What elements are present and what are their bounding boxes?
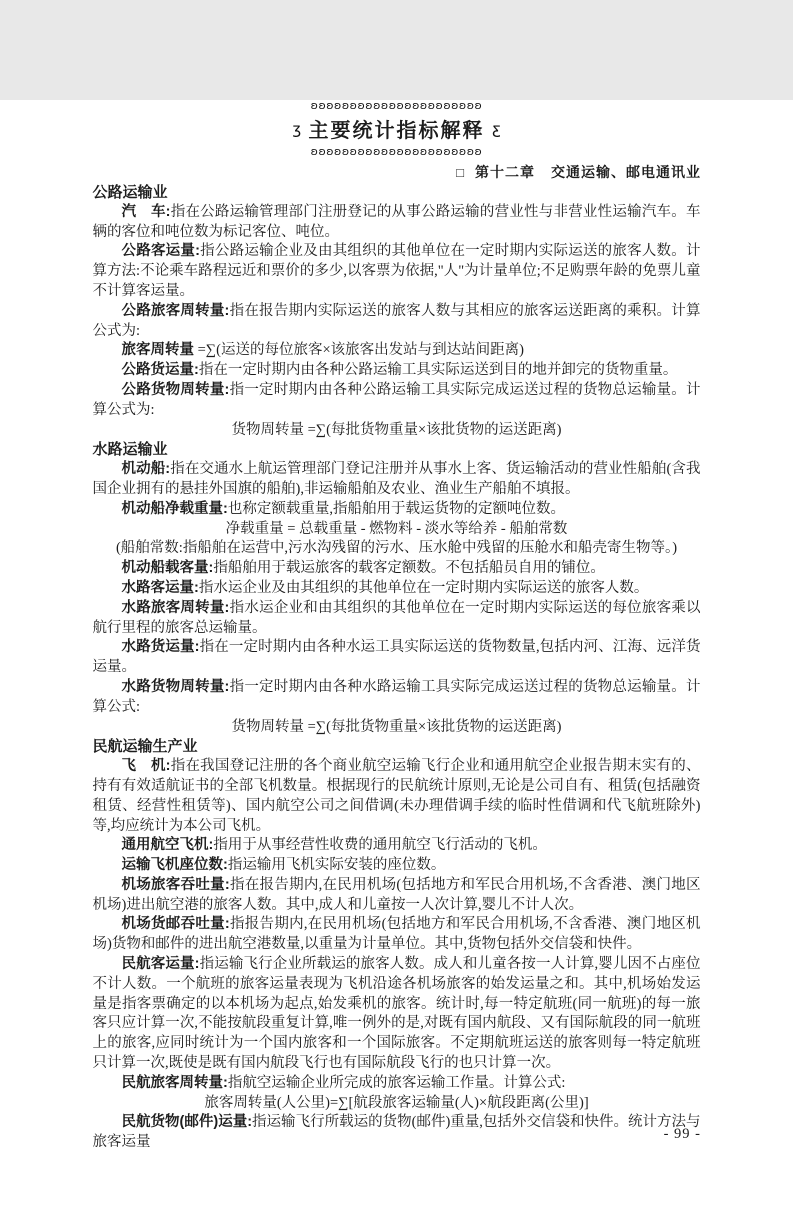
indicator-term: 水路旅客周转量: (121, 599, 230, 616)
formula-line: 货物周转量 =∑(每批货物重量×该批货物的运送距离) (231, 421, 562, 438)
ornament-border-right: ʒ (491, 119, 501, 138)
indicator-term: 民航旅客周转量: (121, 1074, 228, 1091)
indicator-term: 机场货邮吞吐量: (121, 916, 230, 933)
section-heading: 民航运输生产业 (92, 738, 198, 756)
indicator-term: 飞 机: (121, 758, 171, 775)
indicator-entry: 公路货物周转量:指一定时期内由各种公路运输工具实际完成运送过程的货物总运输量。计算公式为: (92, 381, 701, 418)
formula-line: 货物周转量 =∑(每批货物重量×该批货物的运送距离) (231, 718, 562, 735)
chapter-number: 第十二章 (475, 164, 535, 180)
formula-line: 旅客周转量 =∑(运送的每位旅客×该旅客出发站与到达站间距离) (121, 342, 524, 359)
indicator-entry: 民航旅客周转量:指航空运输企业所完成的旅客运输工作量。计算公式: (121, 1074, 566, 1091)
indicator-entry: 公路旅客周转量:指在报告期内实际运送的旅客人数与其相应的旅客运送距离的乘积。计算公式为: (92, 302, 701, 339)
indicator-term: 水路客运量: (121, 579, 199, 596)
document-content (93, 183, 701, 1153)
indicator-entry: 机动船:指在交通水上航运管理部门登记注册并从事水上客、货运输活动的营业性船舶(含我国企业拥有的悬挂外国旗的船舶),非运输船舶及农业、渔业生产船舶不填报。 (92, 461, 701, 497)
indicator-entry: 运输飞机座位数:指运输用飞机实际安装的座位数。 (121, 857, 446, 874)
page-header (456, 162, 701, 182)
indicator-term: 水路货物周转量: (121, 678, 230, 695)
indicator-entry: 机场旅客吞吐量:指在报告期内,在民用机场(包括地方和军民合用机场,不含香港、澳门地区机场)进出航空港的旅客人数。其中,成人和儿童按一人次计算,婴儿不计人次。 (92, 876, 701, 913)
page-number: - 99 - (663, 1126, 701, 1142)
indicator-term: 运输飞机座位数: (121, 857, 228, 874)
formula-line: 净载重量 = 总载重量 - 燃物料 - 淡水等给养 - 船舶常数 (225, 520, 568, 537)
indicator-term: 民航货物(邮件)运量: (121, 1114, 253, 1131)
indicator-term: 民航客运量: (121, 956, 200, 973)
indicator-entry: 水路货物周转量:指一定时期内由各种水路运输工具实际完成运送过程的货物总运输量。计算公式: (92, 678, 701, 715)
indicator-term: 机场旅客吞吐量: (121, 876, 230, 893)
indicator-term: 汽 车: (121, 203, 171, 220)
chapter-title: 交通运输、邮电通讯业 (551, 164, 701, 180)
title-box (291, 100, 503, 157)
document-page (0, 100, 793, 1222)
indicator-entry: 水路客运量:指水运企业及由其组织的其他单位在一定时期内实际运送的旅客人数。 (121, 579, 649, 596)
ornament-border-left: ʒ (292, 119, 302, 138)
indicator-entry: 水路旅客周转量:指水运企业和由其组织的其他单位在一定时期内实际运送的每位旅客乘以航行里程的旅客总运输量。 (92, 599, 701, 636)
indicator-term: 机动船: (121, 461, 171, 478)
indicator-term: 公路货运量: (121, 362, 199, 379)
indicator-term: 通用航空飞机: (121, 837, 214, 854)
indicator-term: 机动船净载重量: (121, 500, 228, 517)
indicator-term: 公路客运量: (121, 243, 200, 260)
section-heading: 水路运输业 (92, 441, 168, 459)
ornament-border-bottom: ʚʚʚʚʚʚʚʚʚʚʚʚʚʚʚʚʚʚʚʚʚʚ (310, 145, 483, 158)
formula-line: 旅客周转量(人公里)=∑[航段旅客运输量(人)×航段距离(公里)] (204, 1094, 589, 1111)
indicator-entry: 机动船净载重量:也称定额载重量,指船舶用于载运货物的定额吨位数。 (121, 500, 565, 517)
indicator-entry: 公路客运量:指公路运输企业及由其组织的其他单位在一定时期内实际运送的旅客人数。计算方法:不论乘车路程远近和票价的多少,以客票为依据,"人"为计量单位;不足购票年龄的免票儿童不计算客运量。 (92, 243, 701, 299)
formula-term: 旅客周转量 (121, 342, 194, 359)
indicator-entry: 水路货运量:指在一定时期内由各种水运工具实际运送的货物数量,包括内河、江海、远洋货运量。 (92, 639, 701, 676)
indicator-entry: 汽 车:指在公路运输管理部门注册登记的从事公路运输的营业性与非营业性运输汽车。车辆的客位和吨位数为标记客位、吨位。 (92, 203, 701, 240)
title-row (291, 111, 503, 146)
indicator-term: 公路旅客周转量: (121, 302, 230, 319)
indicator-entry: 民航客运量:指运输飞行企业所载运的旅客人数。成人和儿童各按一人计算,婴儿因不占座位不计人数。一个航班的旅客运量表现为飞机沿途各机场旅客的始发运量之和。其中,机场始发运量是指客票确定的以本机场为起点,始发乘机的旅客。统计时,每一特定航班(同一航班)的每一旅客只应计算一次,不能按航段重复计算,唯一例外的是,对既有国内航段、又有国际航段的同一航班上的旅客,应同时统计为一个国内旅客和一个国际旅客。不定期航班运送的旅客则每一特定航班只计算一次,既使是既有国内航段飞行也有国际航段飞行的也只计算一次。 (92, 956, 701, 1072)
section-heading: 公路运输业 (92, 184, 168, 201)
indicator-term: 水路货运量: (121, 639, 200, 656)
indicator-entry: 机场货邮吞吐量:指报告期内,在民用机场(包括地方和军民合用机场,不含香港、澳门地区机场)货物和邮件的进出航空港数量,以重量为计量单位。其中,货物包括外交信袋和快件。 (92, 916, 701, 953)
note-line: (船舶常数:指船舶在运营中,污水沟残留的污水、压水舱中残留的压舱水和船壳寄生物等。) (115, 540, 678, 557)
indicator-entry: 民航货物(邮件)运量:指运输飞行所载运的货物(邮件)重量,包括外交信袋和快件。统计方法与旅客运量 (92, 1114, 701, 1151)
indicator-term: 机动船载客量: (121, 560, 214, 577)
chapter-square-icon: □ (456, 165, 465, 180)
page-title: 主要统计指标解释 (308, 120, 485, 142)
indicator-entry: 机动船载客量:指船舶用于载运旅客的载客定额数。不包括船员自用的铺位。 (121, 560, 605, 577)
indicator-term: 公路货物周转量: (121, 381, 230, 398)
indicator-entry: 公路货运量:指在一定时期内由各种公路运输工具实际运送到目的地并卸完的货物重量。 (121, 362, 678, 379)
indicator-entry: 通用航空飞机:指用于从事经营性收费的通用航空飞行活动的飞机。 (121, 837, 547, 854)
ornament-border-top: ʚʚʚʚʚʚʚʚʚʚʚʚʚʚʚʚʚʚʚʚʚʚ (310, 99, 483, 112)
indicator-entry: 飞 机:指在我国登记注册的各个商业航空运输飞行企业和通用航空企业报告期末实有的、持有有效适航证书的全部飞机数量。根据现行的民航统计原则,无论是公司自有、租赁(包括融资租赁、经营性租赁等)、国内航空公司之间借调(未办理借调手续的临时性借调和代飞航班除外)等,均应统计为本公司飞机。 (92, 758, 701, 834)
